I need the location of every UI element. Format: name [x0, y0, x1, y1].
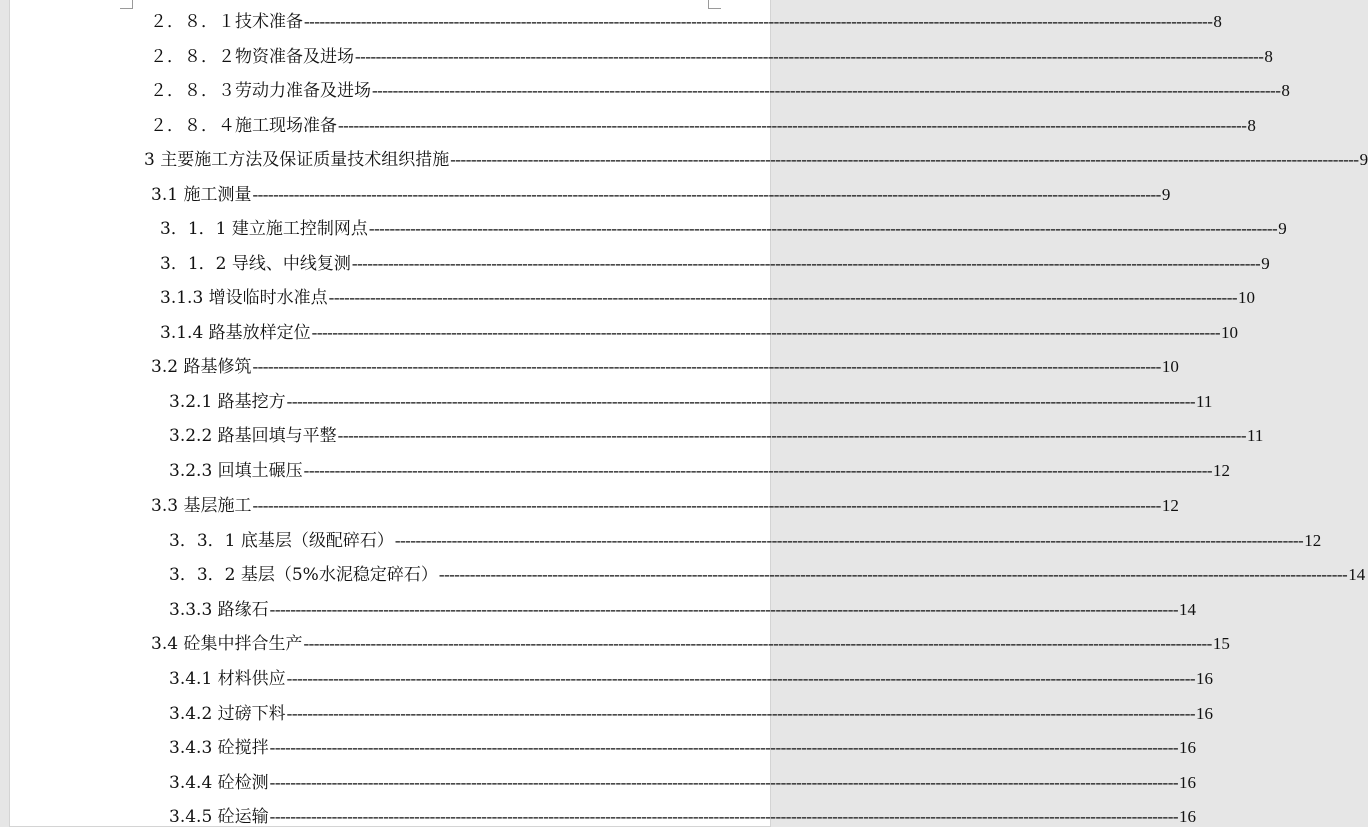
toc-entry-page: 12: [1213, 461, 1231, 480]
toc-entry-page: 11: [1196, 392, 1213, 411]
toc-entry[interactable]: [160, 249, 1270, 274]
toc-entry[interactable]: [151, 180, 1171, 205]
toc-entry-page: 11: [1247, 426, 1264, 445]
toc-leader: --------------------------------------------------------------------------------------------------------------------------------------------------------------------------------: [303, 634, 1212, 653]
toc-leader: --------------------------------------------------------------------------------------------------------------------------------------------------------------------------------: [252, 185, 1161, 204]
toc-leader: --------------------------------------------------------------------------------------------------------------------------------------------------------------------------------: [286, 669, 1196, 688]
toc-entry[interactable]: [169, 526, 1322, 551]
toc-entry[interactable]: [169, 387, 1213, 412]
toc-leader: --------------------------------------------------------------------------------------------------------------------------------------------------------------------------------: [450, 150, 1359, 169]
toc-entry[interactable]: [151, 352, 1179, 377]
toc-entry-page: 16: [1179, 773, 1197, 792]
toc-entry[interactable]: [169, 802, 1197, 827]
toc-entry-page: 16: [1196, 704, 1214, 723]
toc-entry-title: 3.3 基层施工: [151, 496, 252, 516]
toc-entry-page: 14: [1179, 600, 1197, 619]
toc-leader: --------------------------------------------------------------------------------------------------------------------------------------------------------------------------------: [303, 461, 1213, 480]
toc-entry[interactable]: [169, 664, 1214, 689]
toc-entry[interactable]: [144, 145, 1368, 170]
toc-entry-title: ２．８．２物资准备及进场: [150, 47, 354, 67]
toc-entry[interactable]: [160, 283, 1256, 308]
toc-leader: --------------------------------------------------------------------------------------------------------------------------------------------------------------------------------: [351, 254, 1261, 273]
toc-entry-page: 14: [1348, 565, 1366, 584]
toc-entry-page: 10: [1161, 357, 1179, 376]
toc-entry-page: 8: [1247, 116, 1256, 135]
toc-leader: --------------------------------------------------------------------------------------------------------------------------------------------------------------------------------: [438, 565, 1348, 584]
toc-entry-title: 3.2 路基修筑: [151, 357, 252, 377]
toc-entry-title: ２．８．１技术准备: [150, 12, 303, 32]
toc-leader: --------------------------------------------------------------------------------------------------------------------------------------------------------------------------------: [286, 704, 1196, 723]
toc-entry-page: 16: [1196, 669, 1214, 688]
toc-leader: --------------------------------------------------------------------------------------------------------------------------------------------------------------------------------: [311, 323, 1221, 342]
toc-entry-page: 8: [1213, 12, 1222, 31]
toc-entry-page: 9: [1261, 254, 1270, 273]
toc-entry-title: 3.3.3 路缘石: [169, 600, 269, 620]
toc-leader: --------------------------------------------------------------------------------------------------------------------------------------------------------------------------------: [269, 773, 1179, 792]
toc-entry-title: 3.4.5 砼运输: [169, 807, 269, 827]
toc-entry-page: 8: [1264, 47, 1273, 66]
toc-entry-page: 8: [1281, 81, 1290, 100]
toc-entry[interactable]: [150, 76, 1290, 101]
page-corner-mark-right: [708, 0, 721, 9]
toc-entry[interactable]: [169, 699, 1214, 724]
toc-entry-title: 3.1.3 增设临时水准点: [160, 288, 328, 308]
toc-entry-page: 10: [1238, 288, 1256, 307]
toc-entry[interactable]: [151, 629, 1230, 654]
toc-entry-page: 9: [1278, 219, 1287, 238]
toc-entry-title: 3.4 砼集中拌合生产: [151, 634, 303, 654]
toc-leader: --------------------------------------------------------------------------------------------------------------------------------------------------------------------------------: [286, 392, 1196, 411]
toc-leader: --------------------------------------------------------------------------------------------------------------------------------------------------------------------------------: [252, 357, 1161, 376]
toc-entry-page: 12: [1304, 531, 1322, 550]
toc-entry-title: 3 主要施工方法及保证质量技术组织措施: [144, 150, 450, 170]
toc-leader: --------------------------------------------------------------------------------------------------------------------------------------------------------------------------------: [355, 47, 1264, 66]
toc-entry-title: 3.4.1 材料供应: [169, 669, 286, 689]
toc-leader: --------------------------------------------------------------------------------------------------------------------------------------------------------------------------------: [337, 426, 1247, 445]
toc-entry-page: 16: [1179, 738, 1197, 757]
toc-entry[interactable]: [169, 595, 1197, 620]
toc-entry-title: 3.2.1 路基挖方: [169, 392, 286, 412]
toc-entry-title: ２．８．４施工现场准备: [150, 116, 337, 136]
toc-entry-title: 3．3．2 基层（5%水泥稳定碎石）: [169, 565, 438, 585]
toc-entry-title: 3．1．2 导线、中线复测: [160, 254, 351, 274]
toc-leader: --------------------------------------------------------------------------------------------------------------------------------------------------------------------------------: [394, 531, 1304, 550]
toc-leader: --------------------------------------------------------------------------------------------------------------------------------------------------------------------------------: [252, 496, 1161, 515]
toc-leader: --------------------------------------------------------------------------------------------------------------------------------------------------------------------------------: [269, 738, 1179, 757]
toc-entry-page: 9: [1161, 185, 1171, 204]
toc-entry[interactable]: [169, 560, 1366, 585]
toc-leader: --------------------------------------------------------------------------------------------------------------------------------------------------------------------------------: [372, 81, 1281, 100]
toc-leader: --------------------------------------------------------------------------------------------------------------------------------------------------------------------------------: [269, 807, 1179, 826]
toc-entry-title: 3.4.4 砼检测: [169, 773, 269, 793]
toc-entry-page: 15: [1212, 634, 1230, 653]
toc-entry-page: 16: [1179, 807, 1197, 826]
toc-entry-title: 3.1.4 路基放样定位: [160, 323, 311, 343]
toc-leader: --------------------------------------------------------------------------------------------------------------------------------------------------------------------------------: [304, 12, 1213, 31]
toc-leader: --------------------------------------------------------------------------------------------------------------------------------------------------------------------------------: [269, 600, 1179, 619]
toc-entry-title: 3.4.2 过磅下料: [169, 704, 286, 724]
document-page: [10, 0, 1368, 827]
toc-entry[interactable]: [160, 318, 1239, 343]
toc-entry[interactable]: [150, 42, 1273, 67]
toc-entry-title: 3.2.2 路基回填与平整: [169, 426, 337, 446]
toc-entry-title: 3.1 施工测量: [151, 185, 252, 205]
toc-leader: --------------------------------------------------------------------------------------------------------------------------------------------------------------------------------: [368, 219, 1278, 238]
toc-entry[interactable]: [150, 111, 1256, 136]
toc-entry-title: 3.2.3 回填土碾压: [169, 461, 303, 481]
toc-entry-page: 10: [1221, 323, 1239, 342]
toc-entry-title: 3．1．1 建立施工控制网点: [160, 219, 368, 239]
toc-entry[interactable]: [169, 421, 1264, 446]
toc-leader: --------------------------------------------------------------------------------------------------------------------------------------------------------------------------------: [328, 288, 1238, 307]
toc-entry[interactable]: [169, 733, 1197, 758]
toc-entry-title: 3.4.3 砼搅拌: [169, 738, 269, 758]
toc-entry[interactable]: [169, 768, 1197, 793]
toc-entry[interactable]: [160, 214, 1287, 239]
toc-entry-title: ２．８．３劳动力准备及进场: [150, 81, 371, 101]
toc-entry-title: 3．3．1 底基层（级配碎石）: [169, 531, 394, 551]
toc-leader: --------------------------------------------------------------------------------------------------------------------------------------------------------------------------------: [338, 116, 1247, 135]
page-corner-mark-left: [120, 0, 133, 9]
toc-entry-page: 9: [1359, 150, 1368, 169]
toc-entry[interactable]: [150, 7, 1222, 32]
toc-entry-page: 12: [1161, 496, 1179, 515]
toc-entry[interactable]: [169, 456, 1231, 481]
toc-entry[interactable]: [151, 491, 1179, 516]
